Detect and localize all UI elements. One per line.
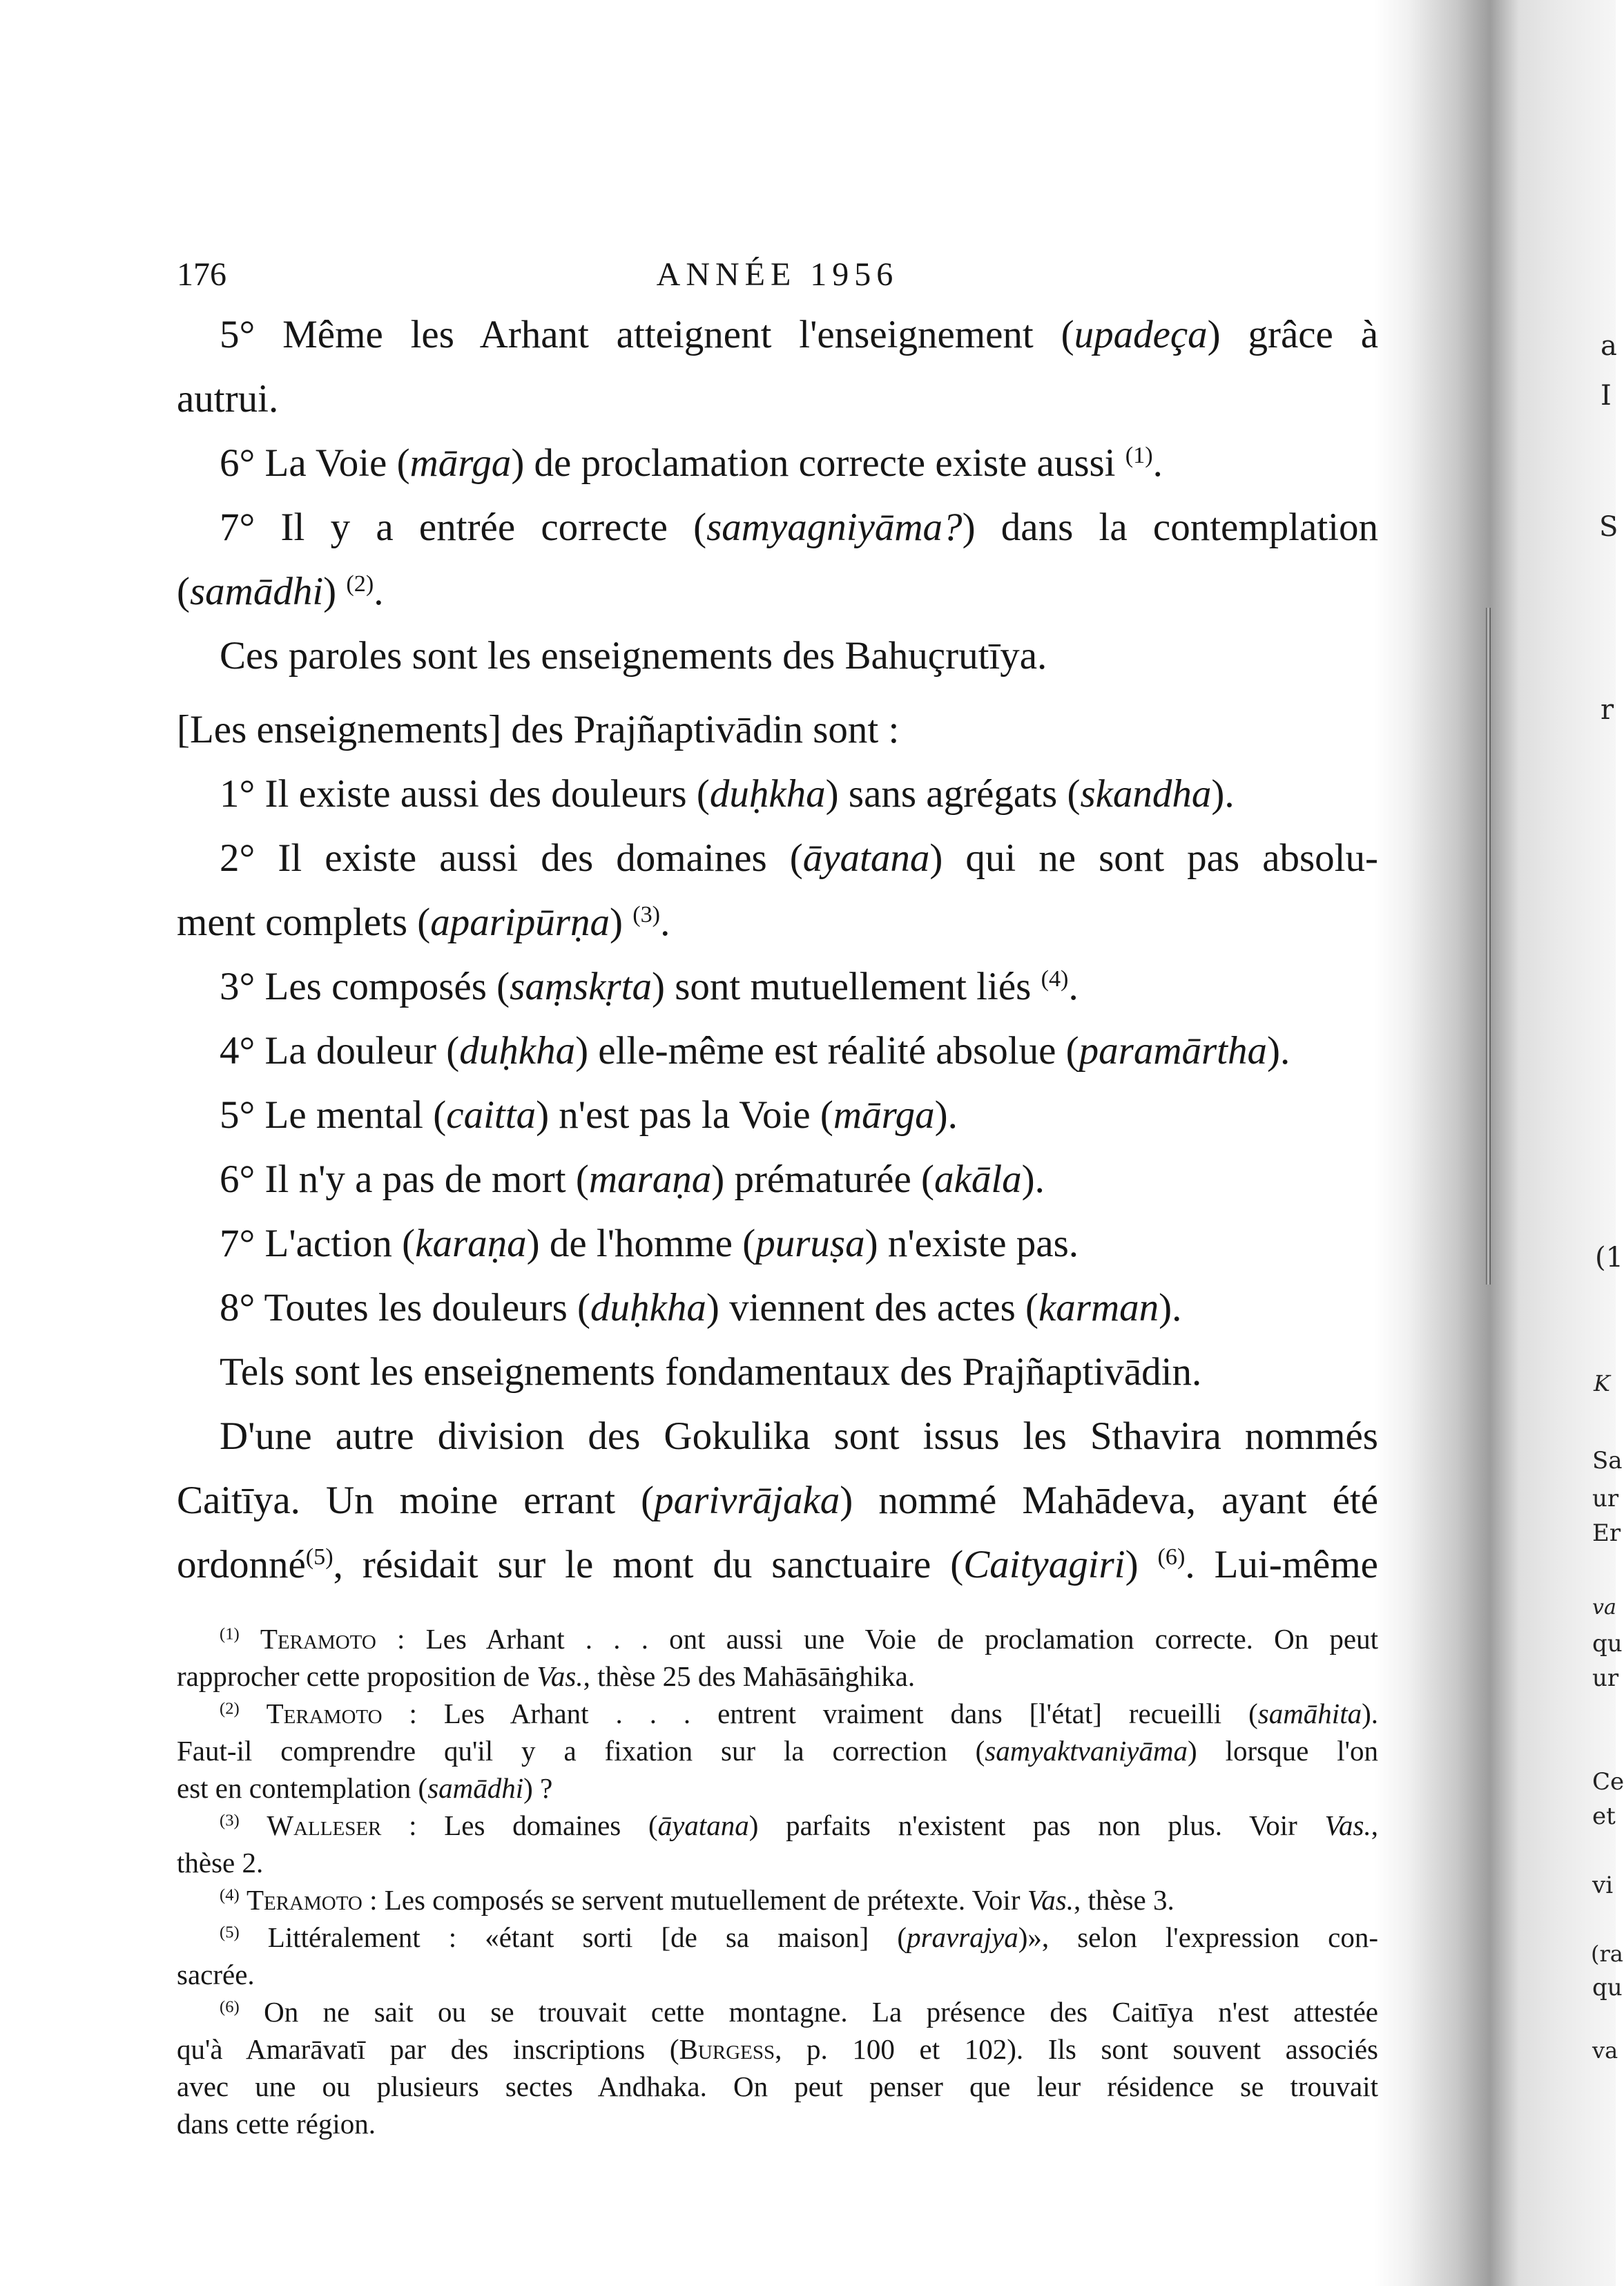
list-item: 6° Il n'y a pas de mort (maraṇa) prématurée (akāla).: [220, 1158, 1045, 1201]
facing-page-fragment: ur: [1592, 1485, 1619, 1512]
running-head: ANNÉE 1956: [656, 256, 899, 293]
facing-page-fragment: qu: [1592, 1974, 1623, 2001]
facing-page-fragment: vi: [1592, 1872, 1614, 1899]
text-line: Ces paroles sont les enseignements des Bahuçrutīya.: [220, 634, 1047, 678]
footnote-line: rapprocher cette proposition de Vas., thèse 25 des Mahāsāṅghika.: [177, 1660, 916, 1692]
facing-page-fragment: Ce: [1592, 1768, 1624, 1796]
text-line: 7° Il y a entrée correcte (samyagniyāma?) dans la contemplation: [220, 506, 1378, 549]
footnote-line: sacrée.: [177, 1959, 255, 1990]
facing-page-gutter: [1374, 0, 1619, 2286]
facing-page-fragment: Sa: [1592, 1447, 1623, 1475]
footnote-line: thèse 2.: [177, 1847, 264, 1879]
facing-page-fragment: et: [1592, 1803, 1616, 1830]
footnote-line: $^{(6)}$ On ne sait ou se trouvait cette montagne. La présence des Caitīya n'est attestée: [220, 1996, 1379, 2028]
list-item: 1° Il existe aussi des douleurs (duḥkha) sans agrégats (skandha).: [220, 772, 1235, 816]
footnote-line: $^{(4)}$ Teramoto : Les composés se servent mutuellement de prétexte. Voir Vas., thèse 3.: [220, 1884, 1174, 1916]
facing-page-fragment: r: [1601, 694, 1614, 726]
page: [177, 256, 1378, 2142]
footnote-line: avec une ou plusieurs sectes Andhaka. On peut penser que leur résidence se trouvait: [177, 2071, 1378, 2102]
facing-page-fragment: K: [1594, 1370, 1610, 1396]
footnote-line: dans cette région.: [177, 2108, 376, 2140]
text-line: autrui.: [177, 377, 279, 421]
facing-page-fragment: va: [1592, 2037, 1618, 2064]
footnote-line: qu'à Amarāvatī par des inscriptions (Burgess, p. 100 et 102). Ils sont souvent associés: [177, 2033, 1378, 2065]
gutter-binding-line: [1486, 608, 1491, 1285]
main-text: [177, 302, 1378, 1597]
list-item: 7° L'action (karaṇa) de l'homme (puruṣa) n'existe pas.: [220, 1222, 1079, 1265]
footnote-ref: (1): [1125, 443, 1153, 469]
facing-page-fragment: a: [1601, 330, 1617, 362]
list-item: 4° La douleur (duḥkha) elle-même est réalité absolue (paramārtha).: [220, 1029, 1290, 1073]
footnote-line: est en contemplation (samādhi) ?: [177, 1772, 553, 1804]
footnote-line: $^{(3)}$ Walleser : Les domaines (āyatana) parfaits n'existent pas non plus. Voir Vas.,: [220, 1809, 1379, 1841]
list-item: 3° Les composés (saṃskṛta) sont mutuellement liés $^{(4)}$.: [220, 965, 1079, 1008]
text-line: (samādhi) $^{(2)}$.: [177, 570, 384, 613]
text-line: ordonné$^{(5)}$, résidait sur le mont du sanctuaire (Caityagiri) $^{(6)}$. Lui-même: [177, 1543, 1378, 1586]
text-line: Caitīya. Un moine errant (parivrājaka) nommé Mahādeva, ayant été: [177, 1479, 1378, 1522]
text-line: ment complets (aparipūrṇa) $^{(3)}$.: [177, 901, 670, 944]
facing-page-fragment: (1: [1595, 1242, 1624, 1274]
footnote-ref: (3): [632, 902, 661, 928]
text-line: 5° Même les Arhant atteignent l'enseignement (upadeça) grâce à: [220, 313, 1378, 356]
facing-page-fragment: I: [1601, 380, 1612, 412]
footnote-ref: (2): [346, 571, 374, 597]
footnote-ref: (5): [305, 1544, 334, 1571]
footnote-line: Faut-il comprendre qu'il y a fixation sur la correction (samyaktvaniyāma) lorsque l'on: [177, 1735, 1378, 1767]
facing-page-fragment: va: [1592, 1595, 1616, 1620]
facing-page-fragment: Er: [1592, 1519, 1621, 1547]
facing-page-fragment: ur: [1592, 1664, 1619, 1692]
text-line: 6° La Voie (mārga) de proclamation correcte existe aussi $^{(1)}$.: [220, 441, 1163, 485]
facing-page-fragment: (ra: [1591, 1941, 1623, 1967]
list-item: 5° Le mental (caitta) n'est pas la Voie (mārga).: [220, 1093, 958, 1137]
footnote-line: $^{(5)}$ Littéralement : «étant sorti [de sa maison] (pravrajya)», selon l'expression con-: [220, 1921, 1379, 1953]
facing-page-fragment: qu: [1592, 1630, 1623, 1658]
footnote-line: $^{(2)}$ Teramoto : Les Arhant . . . entrent vraiment dans [l'état] recueilli (samāhita).: [220, 1698, 1378, 1729]
text-line: Tels sont les enseignements fondamentaux des Prajñaptivādin.: [220, 1350, 1202, 1394]
list-item: 8° Toutes les douleurs (duḥkha) viennent des actes (karman).: [220, 1286, 1182, 1329]
footnote-ref: (4): [1041, 966, 1069, 992]
text-line: D'une autre division des Gokulika sont issus les Sthavira nommés: [220, 1414, 1378, 1458]
footnotes: [177, 1620, 1378, 2142]
facing-page-fragment: S: [1599, 511, 1618, 543]
footnote-line: $^{(1)}$ Teramoto : Les Arhant . . . ont aussi une Voie de proclamation correcte. On peut: [220, 1623, 1379, 1655]
page-header: [177, 256, 1378, 302]
list-item: 2° Il existe aussi des domaines (āyatana) qui ne sont pas absolu-: [220, 836, 1378, 880]
footnote-ref: (6): [1157, 1544, 1186, 1571]
page-number: 176: [177, 256, 226, 293]
text-line: [Les enseignements] des Prajñaptivādin sont :: [177, 708, 900, 751]
